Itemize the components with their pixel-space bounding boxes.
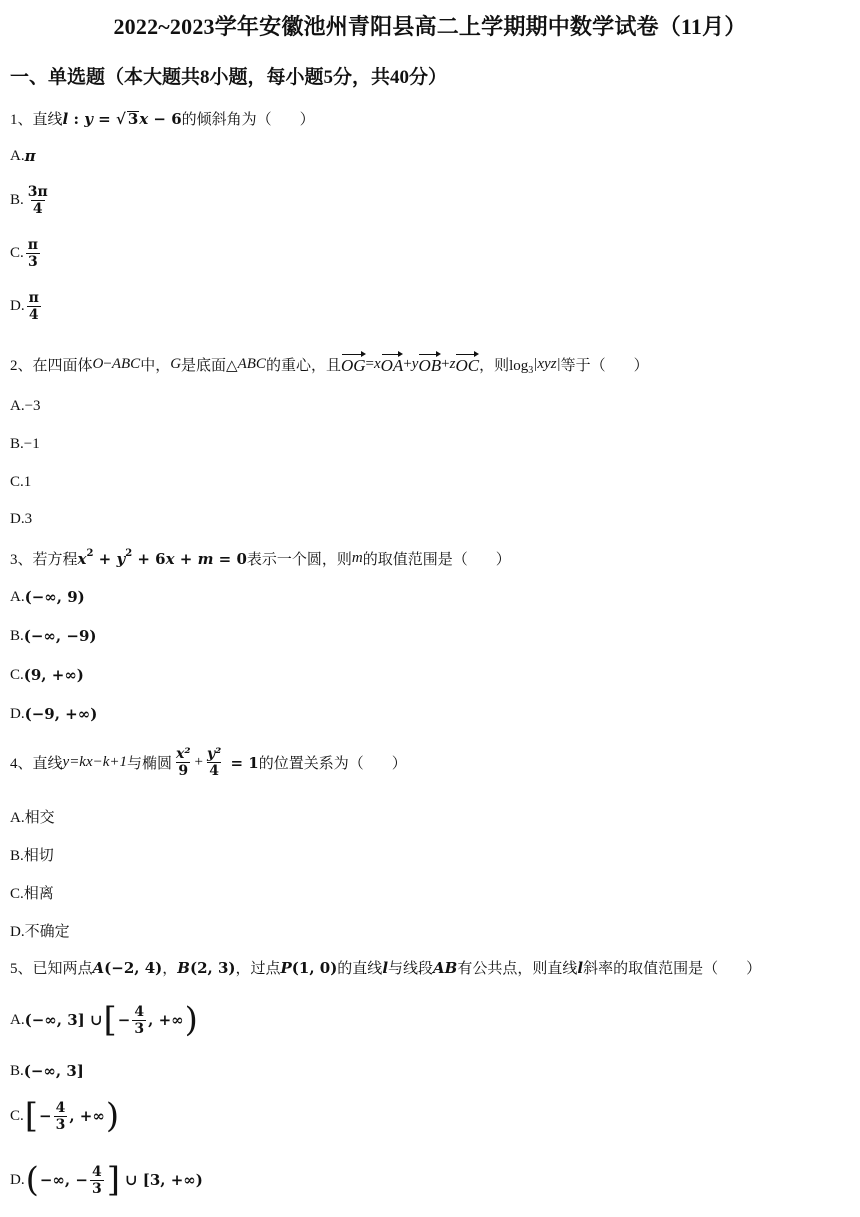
option-value: (−∞, 3] ∪: [24, 1011, 103, 1029]
option-value: (−∞, 9): [24, 588, 85, 606]
math-var: G: [170, 355, 182, 372]
math-op: −: [103, 355, 112, 372]
option-value: (−∞, 3]: [23, 1062, 84, 1080]
math-var: l: [62, 109, 69, 128]
stem-text: 直线: [32, 756, 63, 772]
stem-text: 有公共点，则直线: [457, 961, 578, 977]
big-bracket: ): [184, 1000, 198, 1040]
question-3-stem: [10, 548, 511, 569]
question-number: 1、: [10, 112, 33, 128]
vector-ob: OB: [418, 352, 441, 376]
math-op: = 0: [213, 549, 247, 568]
math-op: + 6: [132, 549, 166, 568]
option-label: B.: [10, 1062, 24, 1079]
question-1-stem: [10, 108, 315, 129]
sqrt-sign: √: [115, 109, 126, 128]
section-heading: 一、单选题（本大题共8小题，每小题5分，共40分）: [10, 67, 448, 88]
stem-text: 直线: [32, 112, 63, 128]
fraction: $\frac{\pi}{4}$: [28, 290, 39, 323]
stem-text: 的重心，且: [265, 357, 341, 374]
stem-text: 是底面△: [181, 357, 238, 374]
math-var: y: [84, 109, 93, 128]
log-base: 3: [528, 365, 534, 376]
math-op: =: [92, 109, 116, 128]
option-value: (−∞, −9): [23, 627, 97, 645]
option-value: (9, +∞): [23, 666, 84, 684]
stem-text: 的位置关系为（: [258, 756, 364, 772]
math-op: +: [174, 549, 198, 568]
q1-option-c[interactable]: [10, 237, 42, 270]
stem-text: 的直线: [337, 961, 383, 977]
math-var: |xyz|: [533, 355, 561, 372]
q4-option-c[interactable]: C.相离: [10, 886, 54, 902]
option-label: A.: [10, 1011, 25, 1028]
q2-option-a[interactable]: A.−3: [10, 398, 41, 414]
math-var: x: [373, 355, 381, 372]
vector-oa: OA: [381, 352, 404, 376]
question-number: 5、: [10, 961, 33, 977]
option-value: , +∞: [69, 1107, 105, 1125]
math-var: x: [165, 549, 175, 568]
q4-option-b[interactable]: B.相切: [10, 848, 54, 864]
stem-text: ，过点: [235, 961, 281, 977]
exponent: 2: [86, 548, 94, 559]
math-op: :: [68, 109, 85, 128]
big-bracket: [: [103, 1000, 117, 1040]
stem-text: 与线段: [388, 961, 434, 977]
q2-option-b[interactable]: B.−1: [10, 436, 40, 452]
fraction: $\frac{3\pi}{4}$: [27, 184, 48, 217]
fraction: $\frac{4}{3}$: [91, 1163, 102, 1197]
stem-text: ）: [299, 112, 315, 128]
exam-title: 2022~2023学年安徽池州青阳县高二上学期期中数学试卷（11月）: [113, 14, 747, 39]
option-value: (−9, +∞): [24, 705, 98, 723]
option-value: −∞, −: [39, 1171, 88, 1189]
option-label: A.: [10, 588, 25, 605]
math-var: O: [92, 355, 104, 372]
option-label: C.: [10, 1107, 24, 1124]
option-label: C.: [10, 245, 24, 261]
stem-text: 在四面体: [32, 357, 93, 374]
math-var: y: [116, 549, 126, 568]
question-5-stem: [10, 957, 761, 978]
q1-option-b[interactable]: [10, 184, 52, 217]
math-op: +: [441, 355, 450, 372]
q3-option-c[interactable]: [10, 666, 84, 684]
math-var: m: [197, 549, 214, 568]
big-bracket: (: [25, 1160, 39, 1200]
stem-text: 等于（: [560, 357, 606, 374]
q2-option-c[interactable]: C.1: [10, 474, 32, 490]
q3-option-b[interactable]: [10, 627, 96, 645]
stem-text: ）: [746, 961, 762, 977]
stem-text: 的倾斜角为（: [181, 112, 272, 128]
sqrt-radicand: 3: [127, 109, 139, 128]
math-coord: (1, 0): [291, 958, 338, 977]
q3-option-a[interactable]: [10, 588, 85, 606]
big-bracket: [: [24, 1096, 39, 1136]
stem-text: ）: [495, 552, 511, 568]
math-coord: (−2, 4): [104, 958, 163, 977]
q1-option-d[interactable]: [10, 290, 43, 323]
q5-option-a[interactable]: [10, 1000, 199, 1040]
math-var: P: [280, 958, 292, 977]
stem-text: 已知两点: [32, 961, 93, 977]
q5-option-c[interactable]: [10, 1096, 120, 1136]
option-value: ∪ [3, +∞): [124, 1171, 203, 1189]
math-var: B: [177, 958, 190, 977]
big-bracket: ]: [106, 1160, 120, 1200]
question-number: 3、: [10, 552, 33, 568]
math-op: +: [403, 355, 412, 372]
stem-text: 表示一个圆，则: [246, 552, 352, 568]
math-var: x: [139, 109, 149, 128]
math-op: +: [194, 754, 203, 770]
option-value: π: [24, 147, 36, 165]
big-bracket: ): [105, 1096, 120, 1136]
option-value: , +∞: [148, 1011, 184, 1029]
math-op: +: [93, 549, 117, 568]
math-var: A: [92, 958, 105, 977]
stem-text: 中，: [140, 357, 171, 374]
math-var: y: [411, 355, 419, 372]
stem-text: ）: [633, 357, 649, 374]
math-op: −: [39, 1107, 52, 1125]
math-op: =: [365, 355, 374, 372]
question-number: 4、: [10, 756, 33, 772]
question-4-stem: [10, 746, 407, 779]
option-label: D.: [10, 705, 25, 722]
q2-option-d[interactable]: D.3: [10, 511, 33, 527]
line-equation: y=kx−k+1: [62, 754, 128, 770]
question-number: 2、: [10, 357, 33, 374]
fraction: $\frac{\text{x²}}{9}$: [176, 746, 191, 779]
q5-option-b[interactable]: [10, 1062, 84, 1080]
option-label: B.: [10, 192, 24, 208]
stem-text: ，则log: [479, 357, 529, 374]
fraction: $\frac{\pi}{3}$: [27, 237, 39, 270]
stem-text: ，: [162, 961, 178, 977]
option-label: B.: [10, 627, 24, 644]
q4-option-a[interactable]: A.相交: [10, 810, 55, 826]
q1-option-a[interactable]: [10, 147, 36, 165]
stem-text: 的取值范围是（: [362, 552, 468, 568]
math-var: l: [382, 958, 389, 977]
q3-option-d[interactable]: [10, 705, 97, 723]
fraction: $\frac{4}{3}$: [55, 1099, 66, 1133]
math-var: l: [577, 958, 584, 977]
vector-oc: OC: [455, 352, 479, 376]
option-label: D.: [10, 298, 25, 314]
math-op: = 1: [225, 753, 259, 772]
option-label: C.: [10, 666, 24, 683]
fraction: $\frac{4}{3}$: [134, 1003, 145, 1037]
math-var: z: [449, 355, 456, 372]
vector-og: OG: [341, 352, 366, 376]
math-op: − 6: [148, 109, 182, 128]
question-2-stem: [10, 352, 649, 376]
math-var: AB: [433, 958, 458, 977]
stem-text: 与椭圆: [127, 756, 173, 772]
option-label: D.: [10, 1171, 25, 1188]
q5-option-d[interactable]: [10, 1160, 203, 1200]
q4-option-d[interactable]: D.不确定: [10, 924, 70, 940]
fraction: $\frac{\text{y²}}{4}$: [207, 746, 222, 779]
stem-text: ）: [391, 756, 407, 772]
math-var: ABC: [237, 355, 266, 372]
math-var: x: [77, 549, 87, 568]
option-label: A.: [10, 147, 25, 164]
stem-text: 斜率的取值范围是（: [583, 961, 719, 977]
math-coord: (2, 3): [189, 958, 236, 977]
math-var: m: [351, 550, 363, 566]
math-op: −: [117, 1011, 131, 1029]
math-var: ABC: [111, 355, 141, 372]
stem-text: 若方程: [32, 552, 78, 568]
exponent: 2: [125, 548, 133, 559]
